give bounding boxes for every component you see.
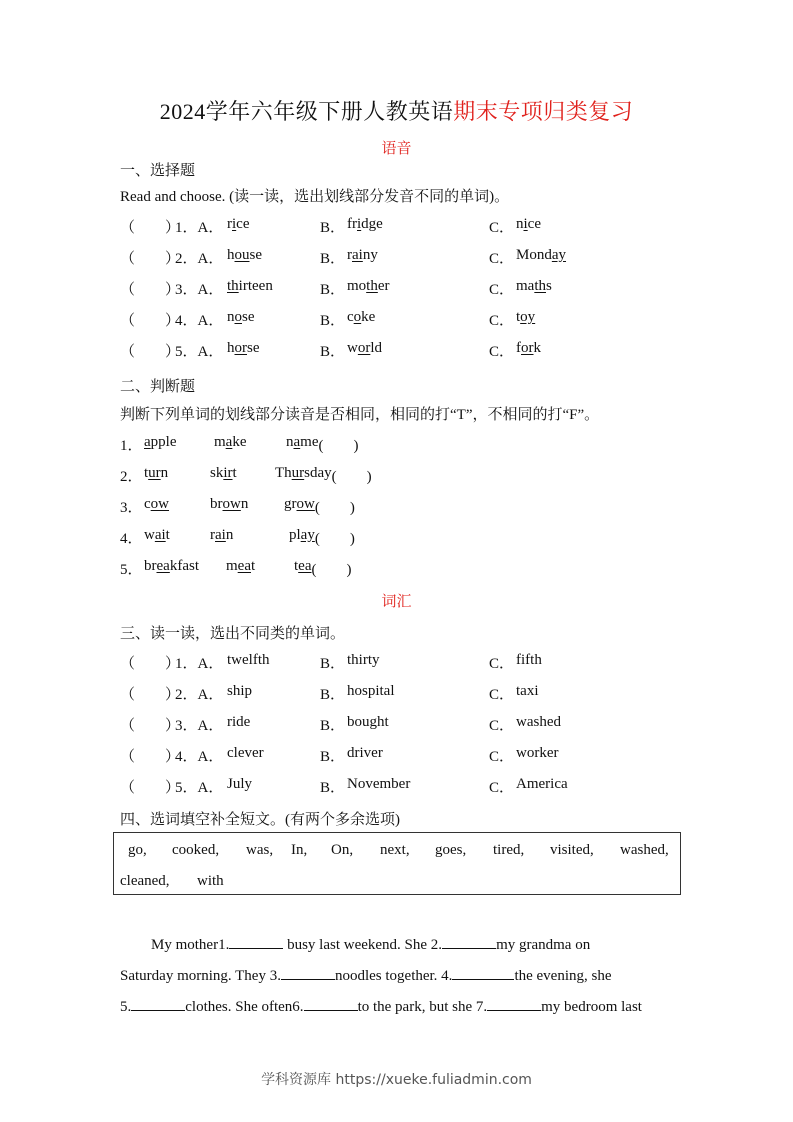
underlined-letters: ay [300, 527, 315, 543]
word-3: Thursday ( ) [275, 465, 372, 485]
option-b: November [347, 776, 411, 792]
answer-bracket[interactable]: （ ） [120, 749, 181, 765]
option-b: hospital [347, 683, 395, 699]
word-1: breakfast [144, 558, 199, 574]
word-2: meat [226, 558, 256, 574]
passage-text: busy last weekend. She 2. [283, 937, 443, 953]
passage-text: Saturday morning. They 3. [120, 968, 281, 984]
underlined-letters: ow [150, 496, 170, 512]
underlined-letters: th [227, 278, 239, 294]
underlined-letters: or [521, 340, 534, 356]
word-3: grow ( ) [284, 496, 355, 516]
word-3: play ( ) [289, 527, 355, 547]
word-1: turn [144, 465, 169, 481]
question-number: 1． [120, 438, 143, 454]
option-a: nose [227, 309, 255, 325]
answer-bracket[interactable]: （ ） [120, 687, 181, 703]
option-c: maths [516, 278, 552, 294]
underlined-letters: ur [148, 465, 161, 481]
answer-paren[interactable]: ( ) [314, 531, 355, 547]
question-number: 1．A． [175, 656, 224, 672]
option-c: toy [516, 309, 536, 325]
fill-blank[interactable] [487, 996, 541, 1011]
option-c: washed [516, 714, 561, 730]
underlined-letters: o [353, 309, 362, 325]
passage-text: the evening, she [514, 968, 612, 984]
word-option: tired, [493, 842, 525, 858]
underlined-letters: i [523, 216, 528, 232]
word-option: go, [128, 842, 147, 858]
word-3: name ( ) [286, 434, 359, 454]
question-number: 5．A． [175, 780, 224, 796]
option-b: thirty [347, 652, 380, 668]
underlined-letters: ai [215, 527, 226, 543]
option-c: fifth [516, 652, 542, 668]
underlined-letters: ow [222, 496, 241, 512]
answer-bracket[interactable]: （ ） [120, 718, 181, 734]
underlined-letters: ur [291, 465, 305, 481]
word-option: next, [380, 842, 410, 858]
question-number: 3．A． [175, 282, 224, 298]
word-option: washed, [620, 842, 669, 858]
option-b-label: B． [320, 220, 346, 236]
part1-heading: 一、选择题 [120, 163, 196, 179]
part4-heading: 四、选词填空补全短文。(有两个多余选项) [120, 812, 400, 828]
option-a: July [227, 776, 253, 792]
answer-bracket[interactable]: （ ） [120, 656, 181, 672]
word-3: tea ( ) [294, 558, 352, 578]
passage-line [151, 934, 590, 954]
option-b-label: B． [320, 344, 346, 360]
fill-blank[interactable] [229, 934, 283, 949]
option-b-label: B． [320, 687, 346, 703]
option-b: bought [347, 714, 389, 730]
passage-text: my grandma on [496, 937, 591, 953]
option-b-label: B． [320, 313, 346, 329]
option-c-label: C． [489, 718, 515, 734]
question-number: 2． [120, 469, 143, 485]
word-option: On, [331, 842, 354, 858]
word-option: visited, [550, 842, 594, 858]
word-option: cleaned, [120, 873, 170, 889]
underlined-letters: ai [352, 247, 363, 263]
answer-bracket[interactable]: （ ） [120, 344, 181, 360]
option-c: worker [516, 745, 559, 761]
option-b: coke [347, 309, 376, 325]
option-a: house [227, 247, 262, 263]
underlined-letters: th [534, 278, 546, 294]
option-c: Monday [516, 247, 567, 263]
question-number: 5．A． [175, 344, 224, 360]
option-a: ship [227, 683, 253, 699]
word-option: with [197, 873, 224, 889]
option-a: rice [227, 216, 250, 232]
answer-bracket[interactable]: （ ） [120, 251, 181, 267]
part2-heading: 二、判断题 [120, 379, 196, 395]
answer-paren[interactable]: ( ) [314, 500, 355, 516]
passage-line [120, 996, 642, 1016]
passage-text: to the park, but she 7. [357, 999, 488, 1015]
question-number: 3． [120, 500, 143, 516]
fill-blank[interactable] [304, 996, 358, 1011]
word-1: wait [144, 527, 170, 543]
option-b-label: B． [320, 251, 346, 267]
option-c-label: C． [489, 220, 515, 236]
option-c: taxi [516, 683, 539, 699]
question-number: 4．A． [175, 749, 224, 765]
word-option: goes, [435, 842, 467, 858]
word-option: In, [291, 842, 308, 858]
option-c-label: C． [489, 344, 515, 360]
fill-blank[interactable] [452, 965, 514, 980]
question-number: 2．A． [175, 251, 224, 267]
part1-instruction: Read and choose. (读一读，选出划线部分发音不同的单词)。 [120, 189, 510, 205]
word-2: rain [210, 527, 234, 543]
underlined-letters: a [144, 434, 151, 450]
answer-bracket[interactable]: （ ） [120, 220, 181, 236]
word-1: apple [144, 434, 177, 450]
passage-text: my bedroom last [541, 999, 642, 1015]
underlined-letters: i [232, 216, 237, 232]
footer-watermark: 学科资源库 https://xueke.fuliadmin.com [261, 1072, 532, 1088]
underlined-letters: th [366, 278, 378, 294]
passage-text: 5. [120, 999, 132, 1015]
question-number: 3．A． [175, 718, 224, 734]
part3-heading: 三、读一读，选出不同类的单词。 [120, 626, 346, 642]
option-b-label: B． [320, 718, 346, 734]
passage-text: My mother1. [151, 937, 230, 953]
option-c-label: C． [489, 780, 515, 796]
option-a: clever [227, 745, 264, 761]
option-c-label: C． [489, 251, 515, 267]
word-2: skirt [210, 465, 237, 481]
word-bank-box [113, 832, 681, 895]
answer-paren[interactable]: ( ) [311, 562, 352, 578]
section-vocab: 词汇 [381, 594, 412, 610]
fill-blank[interactable] [281, 965, 335, 980]
word-option: cooked, [172, 842, 220, 858]
option-c-label: C． [489, 656, 515, 672]
option-c: nice [516, 216, 541, 232]
underlined-letters: ow [296, 496, 315, 512]
underlined-letters: or [234, 340, 247, 356]
option-b-label: B． [320, 282, 346, 298]
fill-blank[interactable] [442, 934, 496, 949]
passage-text: clothes. She often6. [185, 999, 304, 1015]
word-option: was, [246, 842, 274, 858]
option-a: ride [227, 714, 251, 730]
underlined-letters: ea [298, 558, 312, 574]
option-b-label: B． [320, 749, 346, 765]
underlined-letters: oy [520, 309, 536, 325]
question-number: 4． [120, 531, 143, 547]
underlined-letters: o [234, 309, 242, 325]
underlined-letters: ai [154, 527, 166, 543]
option-a: twelfth [227, 652, 270, 668]
underlined-letters: ou [234, 247, 250, 263]
word-1: cow [144, 496, 170, 512]
underlined-letters: ay [551, 247, 567, 263]
underlined-letters: a [225, 434, 233, 450]
answer-paren[interactable]: ( ) [318, 438, 359, 454]
underlined-letters: ea [156, 558, 170, 574]
question-number: 2．A． [175, 687, 224, 703]
option-b-label: B． [320, 780, 346, 796]
option-c: fork [516, 340, 541, 356]
question-number: 4．A． [175, 313, 224, 329]
question-number: 5． [120, 562, 143, 578]
option-b-label: B． [320, 656, 346, 672]
option-c-label: C． [489, 687, 515, 703]
underlined-letters: i [357, 216, 362, 232]
underlined-letters: a [293, 434, 301, 450]
option-a: thirteen [227, 278, 273, 294]
option-b: world [347, 340, 383, 356]
fill-blank[interactable] [131, 996, 185, 1011]
passage-line [120, 965, 612, 985]
option-b: driver [347, 745, 383, 761]
option-c-label: C． [489, 313, 515, 329]
answer-paren[interactable]: ( ) [331, 469, 372, 485]
option-c-label: C． [489, 749, 515, 765]
title-black: 2024学年六年级下册人教英语 [159, 99, 454, 124]
answer-bracket[interactable]: （ ） [120, 780, 181, 796]
word-2: brown [210, 496, 249, 512]
passage-text: noodles together. 4. [334, 968, 453, 984]
part2-instruction: 判断下列单词的划线部分读音是否相同，相同的打“T”，不相同的打“F”。 [120, 407, 600, 423]
option-c: America [516, 776, 568, 792]
option-b: fridge [347, 216, 383, 232]
option-b: mother [347, 278, 390, 294]
answer-bracket[interactable]: （ ） [120, 282, 181, 298]
option-c-label: C． [489, 282, 515, 298]
word-2: make [214, 434, 247, 450]
underlined-letters: ir [223, 465, 233, 481]
option-b: rainy [347, 247, 378, 263]
underlined-letters: or [357, 340, 371, 356]
option-a: horse [227, 340, 260, 356]
section-phonetics: 语音 [381, 141, 412, 157]
underlined-letters: ea [237, 558, 251, 574]
page-title [0, 95, 793, 126]
title-red: 期末专项归类复习 [453, 99, 634, 124]
answer-bracket[interactable]: （ ） [120, 313, 181, 329]
question-number: 1．A． [175, 220, 224, 236]
